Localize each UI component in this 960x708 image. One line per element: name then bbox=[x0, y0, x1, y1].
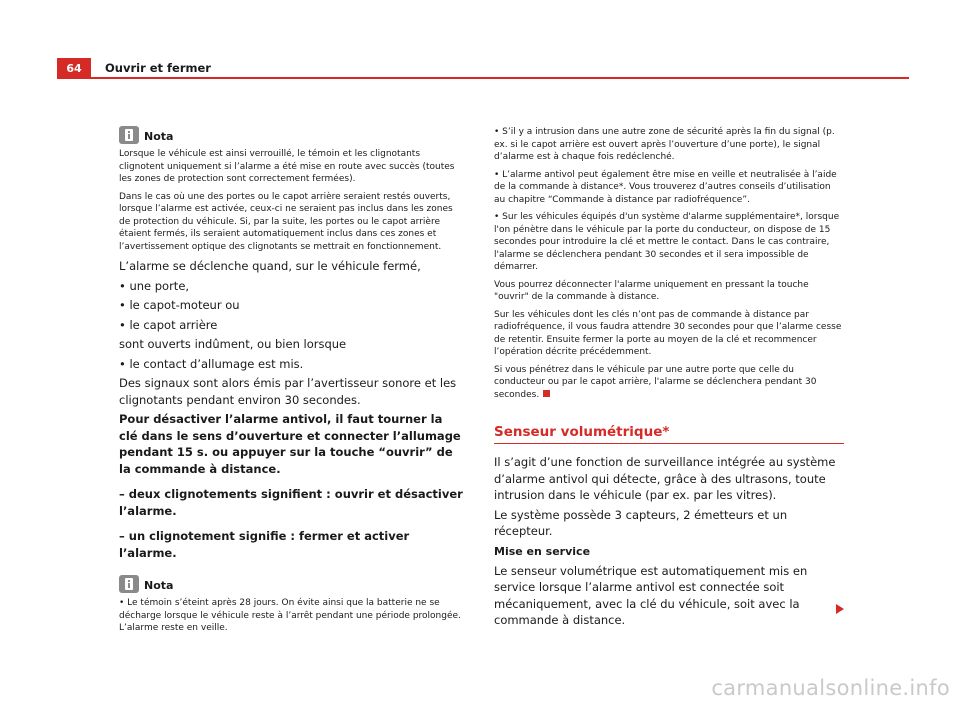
left-column bbox=[119, 126, 464, 640]
list-item: • le contact d’allumage est mis. bbox=[119, 356, 304, 371]
section-title: Senseur volumétrique* bbox=[494, 424, 670, 440]
continue-arrow-icon bbox=[836, 604, 844, 614]
note-label: Nota bbox=[144, 579, 174, 592]
note-block bbox=[119, 575, 464, 635]
body-paragraph: Des signaux sont alors émis par l’avertisseur sonore et les clignotants pendant environ 30 secondes. bbox=[119, 376, 457, 407]
note-paragraph: Dans le cas où une des portes ou le capot arrière seraient restés ouverts, lorsque l’alarme est activée, ceux-ci ne seraient pas inclus dans les zones de protection du véhicule. Si, par la suite, les portes ou le capot arrière étaient fermés, ils seraient automatiquement inclus dans ces zones et l’avertissement optique des clignotants se mettrait en fonctionnement. bbox=[119, 191, 453, 252]
dash-item: – deux clignotements signifient : ouvrir et désactiver l’alarme. bbox=[119, 487, 463, 518]
body-paragraph: sont ouverts indûment, ou bien lorsque bbox=[119, 337, 347, 351]
subheading: Mise en service bbox=[494, 544, 591, 558]
body-paragraph: • Sur les véhicules équipés d'un système d'alarme supplémentaire*, lorsque l'on pénètre dans le véhicule par la porte du conducteur, on dispose de 15 secondes pour introduire la clé et mettre le contact. Dans le cas contraire, l'alarme se déclenchera pendant 30 secondes et il sera impossible de démarrer. bbox=[494, 212, 840, 272]
body-paragraph: Le système possède 3 capteurs, 2 émetteurs et un récepteur. bbox=[494, 507, 788, 538]
body-paragraph: Le senseur volumétrique est automatiquement mis en service lorsque l’alarme antivol est connectée soit mécaniquement, avec la clé du véhicule, soit avec la commande à distance. bbox=[494, 563, 808, 627]
body-paragraph: Vous pourrez déconnecter l'alarme uniquement en pressant la touche "ouvrir" de la commande à distance. bbox=[494, 279, 809, 302]
body-paragraph: • L’alarme antivol peut également être mise en veille et neutralisée à l’aide de la commande à distance*. Vous trouverez d’autres conseils d’utilisation au chapitre “Commande à distance par radiofréquence”. bbox=[494, 169, 837, 205]
watermark-text: carmanualsonline.info bbox=[711, 676, 950, 700]
page-header-title: Ouvrir et fermer bbox=[105, 61, 211, 75]
list-item: • le capot arrière bbox=[119, 317, 218, 332]
section-end-marker-icon bbox=[543, 390, 550, 397]
dash-item: – un clignotement signifie : fermer et activer l’alarme. bbox=[119, 529, 410, 560]
body-paragraph: • S’il y a intrusion dans une autre zone de sécurité après la fin du signal (p. ex. si le capot arrière est ouvert après l’ouverture d’une porte), le signal d’alarme est à chaque fois redéclenché. bbox=[494, 127, 835, 162]
body-paragraph: L’alarme se déclenche quand, sur le véhicule fermé, bbox=[119, 259, 421, 273]
note-heading bbox=[119, 575, 464, 593]
paragraph-text: Si vous pénétrez dans le véhicule par une autre porte que celle du conducteur ou par le capot arrière, l'alarme se déclenchera pendant 30 secondes. bbox=[494, 364, 817, 400]
note-heading bbox=[119, 126, 464, 144]
list-item: • le capot-moteur ou bbox=[119, 298, 240, 312]
info-note-icon bbox=[119, 126, 139, 144]
body-paragraph: Sur les véhicules dont les clés n’ont pas de commande à distance par radiofréquence, il vous faudra attendre 30 secondes pour que l’alarme cesse de retentir. Ensuite fermer la porte au moyen de la clé et recommencer l’opération décrite précédemment. bbox=[494, 309, 842, 357]
note-paragraph: • Le témoin s’éteint après 28 jours. On évite ainsi que la batterie ne se décharge lorsque le véhicule reste à l’arrêt pendant une période prolongée. L’alarme reste en veille. bbox=[119, 598, 461, 633]
bold-instruction: Pour désactiver l’alarme antivol, il faut tourner la clé dans le sens d’ouverture et connecter l’allumage pendant 15 s. ou appuyer sur la touche “ouvrir” de la commande à distance. bbox=[119, 412, 461, 476]
page-number: 64 bbox=[57, 58, 91, 78]
info-note-icon bbox=[119, 575, 139, 593]
list-item: • une porte, bbox=[119, 278, 190, 293]
body-paragraph bbox=[494, 364, 844, 402]
note-label: Nota bbox=[144, 130, 174, 143]
body-paragraph: Il s’agit d’une fonction de surveillance intégrée au système d’alarme antivol qui détecte, grâce à des ultrasons, toute intrusion dans le véhicule (par ex. par les vitres). bbox=[494, 455, 836, 502]
section-divider bbox=[494, 443, 844, 444]
header-divider bbox=[57, 77, 909, 79]
right-column bbox=[494, 126, 844, 632]
note-paragraph: Lorsque le véhicule est ainsi verrouillé, le témoin et les clignotants clignotent uniquement si l’alarme a été mise en route avec succès (toutes les zones de protection sont correctement fermées). bbox=[119, 149, 455, 184]
